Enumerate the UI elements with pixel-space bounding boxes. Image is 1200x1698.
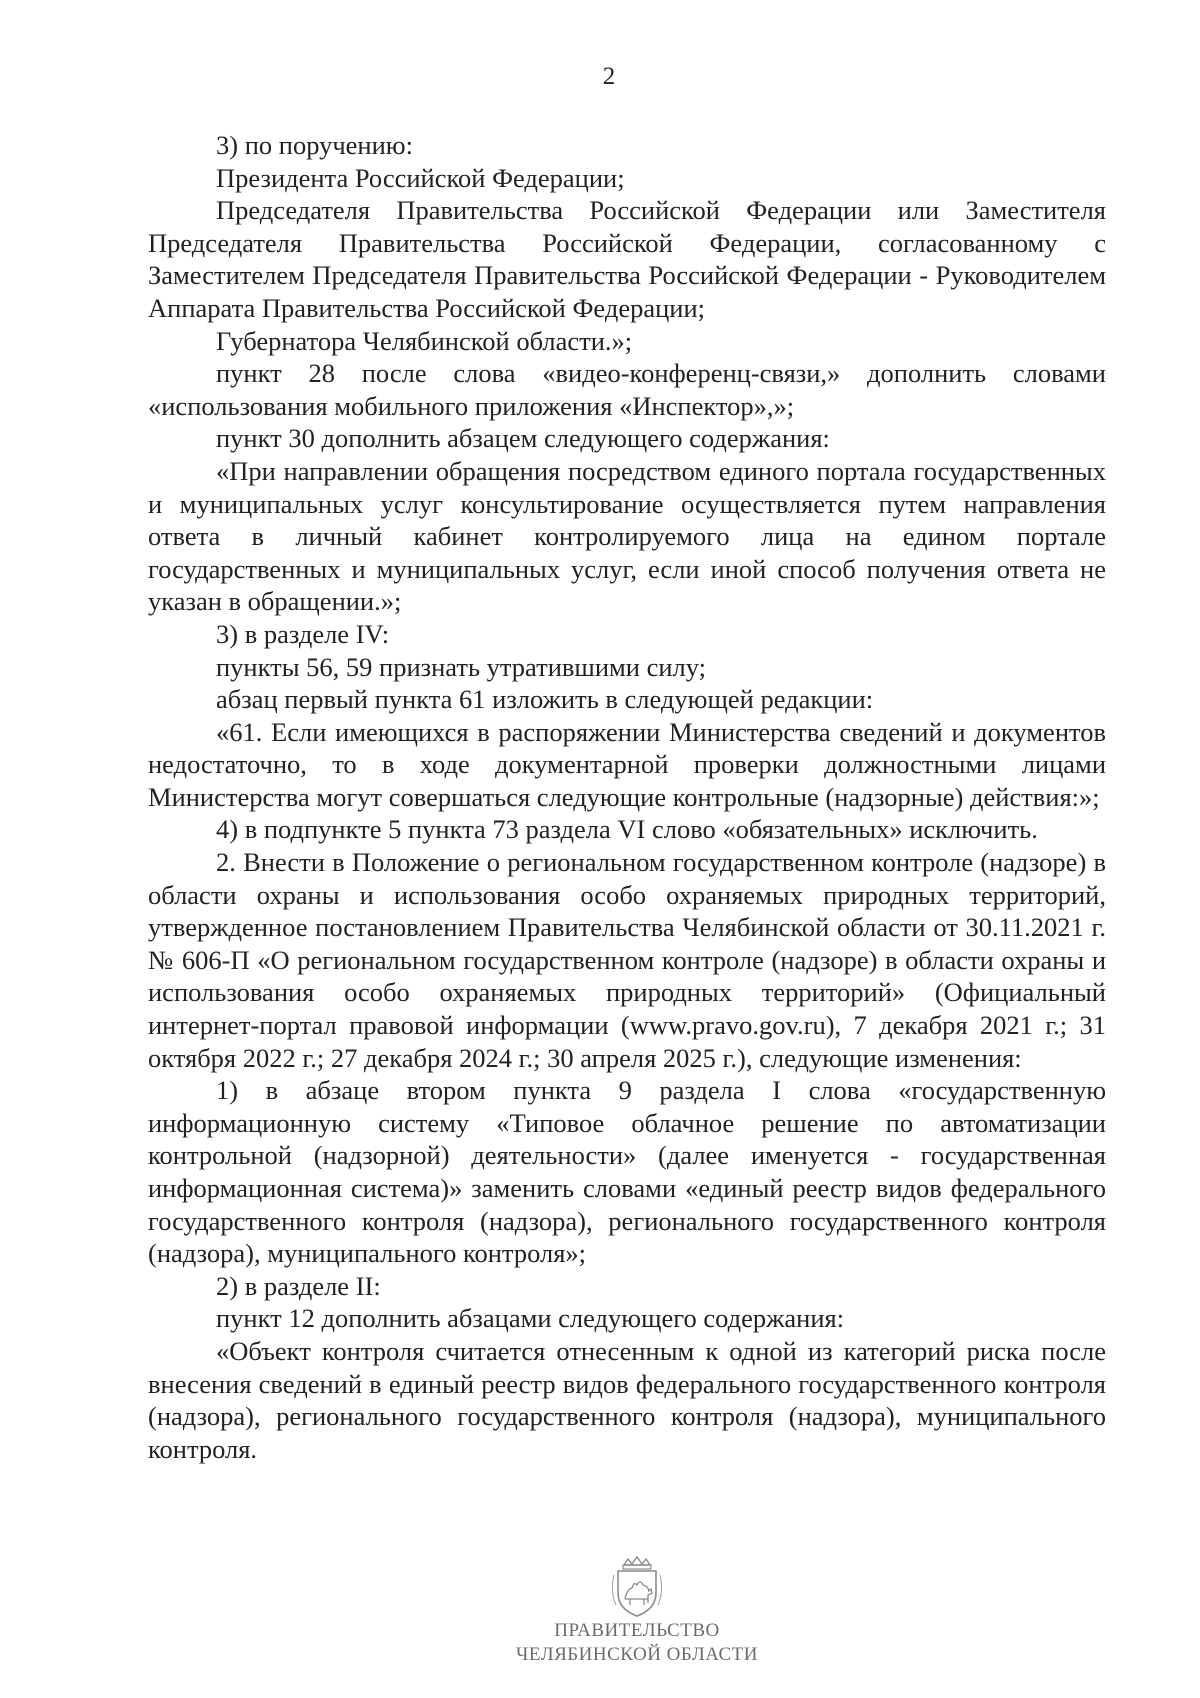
document-body — [148, 129, 1106, 1465]
paragraph: абзац первый пункта 61 изложить в следующей редакции: — [216, 684, 874, 715]
footer-stamp — [0, 1555, 1200, 1667]
footer-line-2: ЧЕЛЯБИНСКОЙ ОБЛАСТИ — [516, 1644, 758, 1665]
page-number: 2 — [602, 63, 616, 90]
paragraph: 3) в разделе IV: — [216, 618, 390, 649]
paragraph: «61. Если имеющихся в распоряжении Министерства сведений и документов недостаточно, то в ходе документарной проверки должностными лицами Министерства могут совершаться следующие контрольные (надзорные) действия:»; — [148, 716, 1106, 812]
paragraph: Губернатора Челябинской области.»; — [216, 325, 633, 356]
paragraph: пункт 30 дополнить абзацем следующего содержания: — [216, 423, 830, 454]
paragraph: 2. Внести в Положение о региональном государственном контроле (надзоре) в области охраны и использования особо охраняемых природных территорий, утвержденное постановлением Правительства Челябинской области от 30.11.2021 г. № 606-П «О региональном государственном контроле (надзоре) в области охраны и использования особо охраняемых природных территорий» (Официальный интернет-портал правовой информации (www.pravo.gov.ru), 7 декабря 2021 г.; 31 октября 2022 г.; 27 декабря 2024 г.; 30 апреля 2025 г.), следующие изменения: — [148, 847, 1106, 1073]
paragraph: пункт 28 после слова «видео-конференц-связи,» дополнить словами «использования мобильного приложения «Инспектор»,»; — [148, 358, 1106, 421]
paragraph: «При направлении обращения посредством единого портала государственных и муниципальных услуг консультирование осуществляется путем направления ответа в личный кабинет контролируемого лица на едином портале государственных и муниципальных услуг, если иной способ получения ответа не указан в обращении.»; — [148, 455, 1106, 617]
footer-line-1: ПРАВИТЕЛЬСТВО — [554, 1620, 720, 1641]
paragraph: Председателя Правительства Российской Федерации или Заместителя Председателя Правительства Российской Федерации, согласованному с Заместителем Председателя Правительства Российской Федерации - Руководителем Аппарата Правительства Российской Федерации; — [148, 195, 1106, 323]
paragraph: Президента Российской Федерации; — [216, 162, 625, 193]
paragraph: 3) по поручению: — [216, 130, 413, 160]
paragraph: пункты 56, 59 признать утратившими силу; — [216, 651, 707, 682]
paragraph: 1) в абзаце втором пункта 9 раздела I слова «государственную информационную систему «Типовое облачное решение по автоматизации контрольной (надзорной) деятельности» (далее именуется - государственная информационная система)» заменить словами «единый реестр видов федерального государственного контроля (надзора), регионального государственного контроля (надзора), муниципального контроля»; — [148, 1075, 1106, 1269]
coat-of-arms-icon — [608, 1555, 666, 1619]
paragraph: «Объект контроля считается отнесенным к одной из категорий риска после внесения сведений в единый реестр видов федерального государственного контроля (надзора), регионального государственного контроля (надзора), муниципального контроля. — [148, 1335, 1106, 1464]
paragraph: 2) в разделе II: — [216, 1270, 381, 1301]
paragraph: пункт 12 дополнить абзацами следующего содержания: — [216, 1303, 845, 1334]
paragraph: 4) в подпункте 5 пункта 73 раздела VI слово «обязательных» исключить. — [216, 814, 1038, 845]
